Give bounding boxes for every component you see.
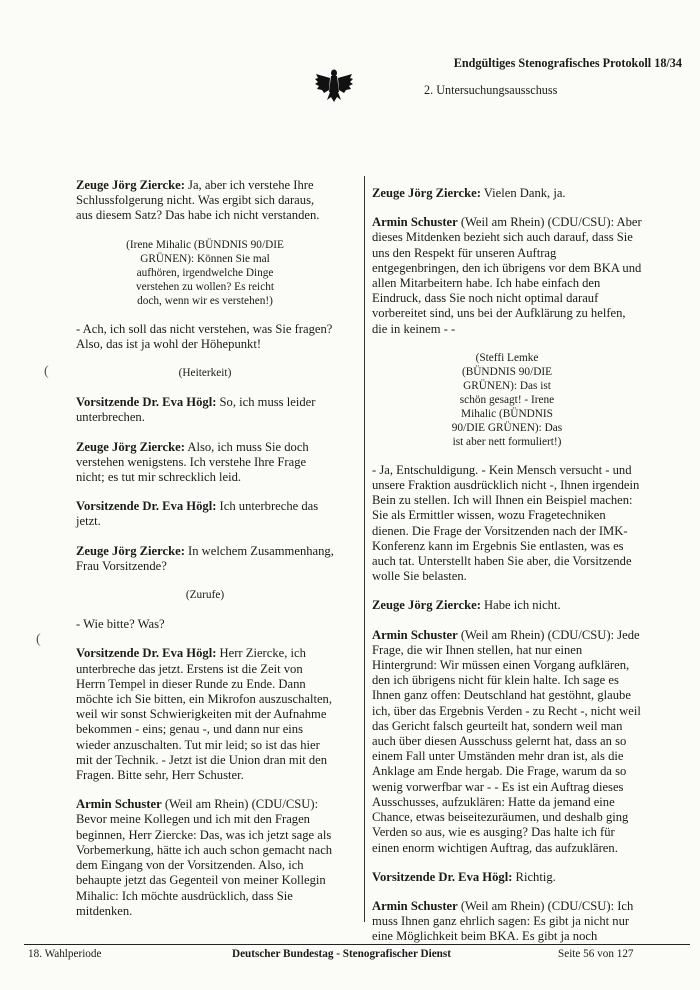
speech-text: Habe ich nicht. — [480, 598, 561, 613]
speech-text: (Weil am Rhein) (CDU/CSU): Jede Frage, die wir Ihnen stellen, hat nur einen Hintergrund: Wir müssen einen Vorgang aufklären, den ich übrigens nicht für klein halte. Ich sage es Ihnen ganz offen: Deutschland hat gestöhnt, glaube ich, über das Ergebnis Verden - zu Recht -, nicht weil das Gericht falsch geurteilt hat, sondern weil man auch über diesen Ausschuss gelernt hat, dass an so einem Fall unter Umständen mehr dran ist, als die Anklage am Ende hergab. Die Frage, warum da so wenig vorwerfbar war - - Es ist ein Auftrag dieses Ausschusses, aufzuklären: Hatte da jemand eine Chance, etwas beiseitezuräumen, und deshalb ging Verden so aus, wie es ausging? Das halte ich für einen enorm wichtigen Auftrag, das aufzuklären. — [372, 627, 641, 855]
page-number: Seite 56 von 127 — [558, 948, 634, 960]
speech-text: Ja, aber ich verstehe Ihre Schlussfolgerung nicht. Was ergibt sich daraus, aus diesem Satz? Das habe ich nicht verstanden. — [76, 178, 320, 223]
footer-rule — [24, 944, 690, 945]
column-divider — [364, 176, 365, 922]
speech-paragraph — [372, 870, 642, 885]
speech-text: Herr Ziercke, ich unterbreche das jetzt. Erstens ist die Zeit von Herrn Tempel in dieser Runde zu Ende. Dann möchte ich Sie bitten, ein Mikrofon auszuschalten, weil wir sonst Schwierigkeiten mit der Aufnahme bekommen - eins; genau -, und dann nur eins wieder anzuschalten. Tut mir leid; so ist das hier mit der Technik. - Jetzt ist die Union dran mit den Fragen. Bitte sehr, Herr Schuster. — [76, 646, 333, 783]
speech-paragraph — [76, 544, 334, 574]
stage-direction: (Heiterkeit) — [178, 367, 232, 380]
bundestag-eagle-logo — [314, 66, 354, 106]
speech-paragraph — [76, 178, 334, 224]
speech-text: - Ja, Entschuldigung. - Kein Mensch versucht - und unsere Fraktion ausdrücklich nicht -, Ihnen irgendein Bein zu stellen. Ich will Ihnen ein Beispiel machen: Sie als Ermittler wissen, wozu Fragetechniken dienen. Die Frage der Vorsitzenden nach der IMK-Konferenz kann im Ergebnis Sie entlasten, was es auch tat. Unterstellt haben Sie aber, die Vorsitzende wolle Sie belasten. — [372, 462, 640, 584]
speaker-name: Vorsitzende Dr. Eva Högl: — [76, 646, 217, 661]
speech-text: (Weil am Rhein) (CDU/CSU): Aber dieses Mitdenken bezieht sich auch darauf, dass Sie uns den Respekt für unseren Auftrag entgegenbringen, den ich übrigens vor dem BKA und allen Mitarbeitern habe. Ich habe einfach den Eindruck, dass Sie noch nicht optimal darauf vorbereitet sind, uns bei der Aufklärung zu helfen, die in keinem - - — [372, 215, 642, 336]
stage-direction: (Zurufe) — [185, 589, 225, 602]
speech-paragraph — [372, 463, 642, 585]
speech-text: (Weil am Rhein) (CDU/CSU): Bevor meine Kollegen und ich mit den Fragen beginnen, Herr Ziercke: Das, was ich jetzt sage als Vorbemerkung, hätte ich auch schon gemacht nach dem Eingang von der Vorsitzenden. Also, ich behaupte jetzt das Gegenteil von meiner Kollegin Mihalic: Ich möchte ausdrücklich, dass Sie mitdenken. — [76, 797, 333, 918]
speech-paragraph — [76, 617, 334, 632]
speaker-name: Vorsitzende Dr. Eva Högl: — [76, 499, 217, 514]
speech-paragraph — [372, 628, 642, 856]
speaker-name: Armin Schuster — [76, 797, 162, 812]
speaker-name: Zeuge Jörg Ziercke: — [76, 439, 185, 454]
speech-text: Ich unterbreche das jetzt. — [76, 499, 319, 529]
speaker-name: Vorsitzende Dr. Eva Högl: — [372, 869, 513, 884]
speech-text: In welchem Zusammenhang, Frau Vorsitzende? — [76, 543, 334, 573]
margin-mark: ( — [44, 364, 49, 379]
speech-paragraph — [76, 499, 334, 529]
speech-text: - Ach, ich soll das nicht verstehen, was Sie fragen? Also, das ist ja wohl der Höhepunkt! — [76, 321, 333, 351]
speech-paragraph — [372, 598, 642, 613]
speaker-name: Zeuge Jörg Ziercke: — [372, 186, 481, 200]
committee-name: 2. Untersuchungsausschuss — [424, 83, 558, 97]
left-column — [76, 178, 334, 933]
speaker-name: Zeuge Jörg Ziercke: — [76, 543, 185, 558]
legislative-period: 18. Wahlperiode — [28, 948, 102, 960]
speech-text: - Wie bitte? Was? — [76, 617, 165, 632]
speech-paragraph — [76, 646, 334, 783]
speaker-name: Armin Schuster — [372, 627, 458, 642]
speech-paragraph — [76, 395, 334, 425]
speaker-name: Zeuge Jörg Ziercke: — [372, 598, 481, 613]
speaker-name: Vorsitzende Dr. Eva Högl: — [76, 395, 217, 410]
speech-text: Also, ich muss Sie doch verstehen wenigstens. Ich verstehe Ihre Frage nicht; es tut mir schrecklich leid. — [76, 439, 309, 485]
footer-publisher: Deutscher Bundestag - Stenografischer Dienst — [232, 948, 451, 960]
interjection: (Steffi Lemke (BÜNDNIS 90/DIE GRÜNEN): Das ist schön gesagt! - Irene Mihalic (BÜNDNIS 90/DIE GRÜNEN): Das ist aber nett formuliert!) — [451, 351, 563, 448]
speech-paragraph — [372, 899, 642, 945]
speech-paragraph — [76, 322, 334, 352]
speaker-name: Armin Schuster — [372, 898, 458, 913]
protocol-title: Endgültiges Stenografisches Protokoll 18/34 — [453, 56, 682, 70]
right-column — [372, 186, 642, 959]
interjection: (Irene Mihalic (BÜNDNIS 90/DIE GRÜNEN): Können Sie mal aufhören, irgendwelche Dinge verstehen zu wollen? Es reicht doch, wenn wir es verstehen!) — [126, 238, 284, 307]
speaker-name: Armin Schuster — [372, 215, 458, 230]
speech-text: Richtig. — [512, 869, 556, 884]
speech-paragraph — [76, 797, 334, 919]
speech-text: Vielen Dank, ja. — [480, 186, 566, 200]
speaker-name: Zeuge Jörg Ziercke: — [76, 178, 185, 192]
speech-text: So, ich muss leider unterbrechen. — [76, 395, 316, 425]
speech-paragraph — [76, 440, 334, 486]
speech-text: (Weil am Rhein) (CDU/CSU): Ich muss Ihnen ganz ehrlich sagen: Es gibt ja nicht nur eine Möglichkeit beim BKA. Es gibt ja noch — [372, 898, 634, 944]
speech-paragraph — [372, 186, 642, 201]
speech-paragraph — [372, 215, 642, 337]
margin-mark: ( — [36, 632, 41, 647]
